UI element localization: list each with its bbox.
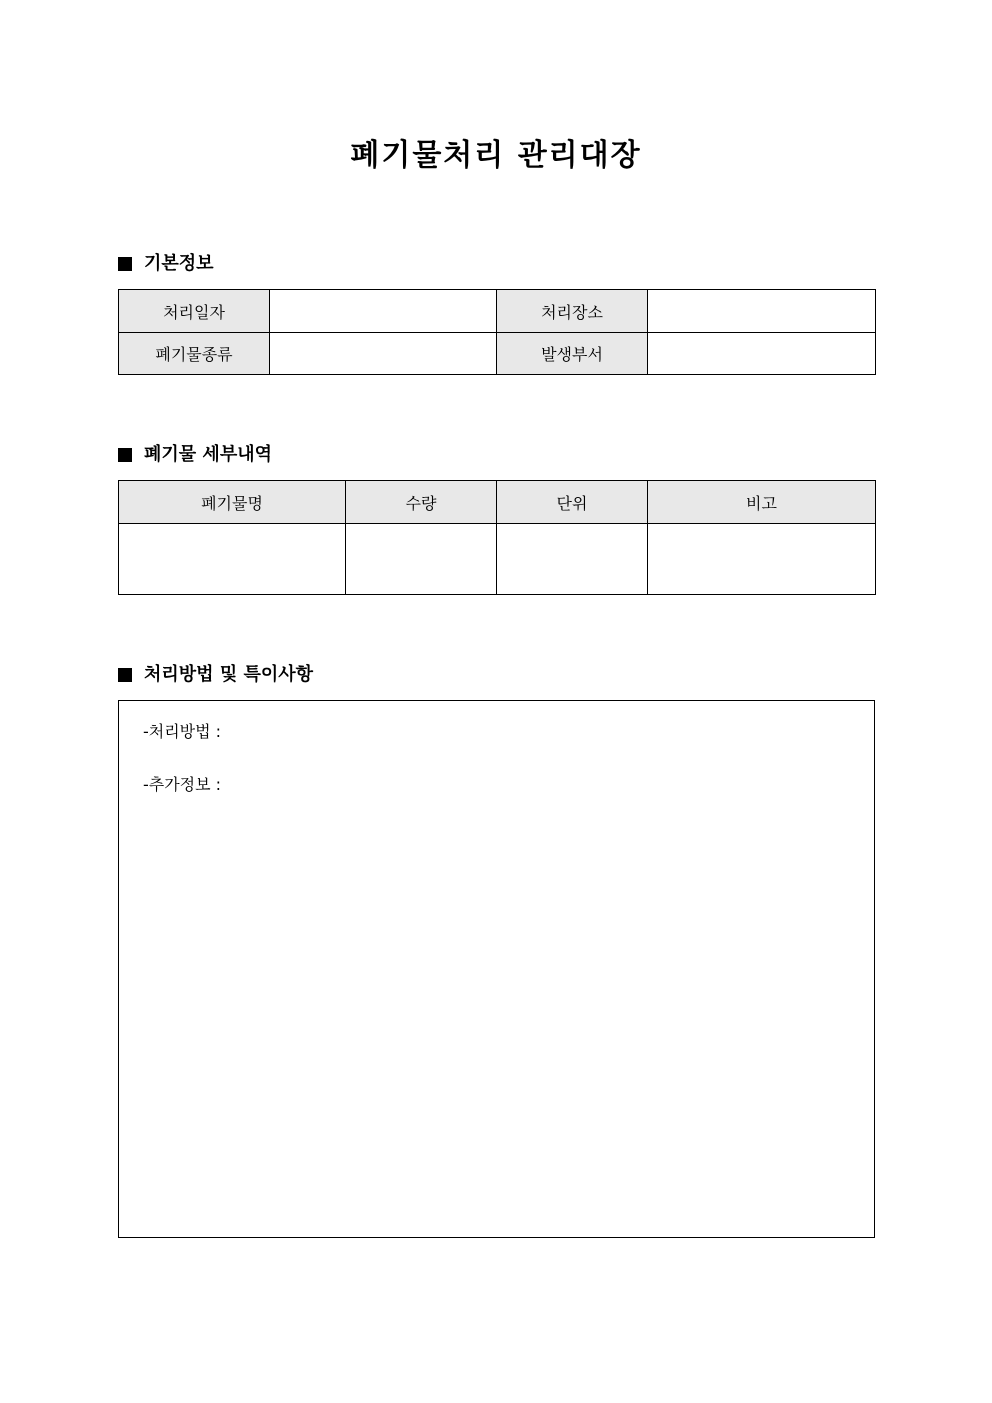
- waste-type-field[interactable]: [270, 333, 497, 375]
- label-originating-department: 발생부서: [497, 333, 648, 375]
- section-heading-text: 폐기물 세부내역: [144, 444, 272, 465]
- square-bullet-icon: [118, 257, 132, 271]
- unit-cell[interactable]: [497, 524, 648, 595]
- waste-name-cell[interactable]: [119, 524, 346, 595]
- basic-info-table: [118, 289, 876, 375]
- document-title: 폐기물처리 관리대장: [350, 138, 642, 173]
- note-label: -추가정보 :: [143, 775, 222, 794]
- column-header-quantity: 수량: [346, 481, 497, 524]
- square-bullet-icon: [118, 448, 132, 462]
- section-heading-text: 기본정보: [144, 253, 214, 274]
- table-row: [119, 290, 876, 333]
- notes-box[interactable]: [118, 700, 875, 1238]
- column-header-waste-name: 폐기물명: [119, 481, 346, 524]
- section-heading-basic-info: [118, 252, 214, 276]
- label-processing-location: 처리장소: [497, 290, 648, 333]
- processing-date-field[interactable]: [270, 290, 497, 333]
- square-bullet-icon: [118, 668, 132, 682]
- waste-details-table: [118, 480, 876, 595]
- section-heading-text: 처리방법 및 특이사항: [144, 664, 314, 685]
- quantity-cell[interactable]: [346, 524, 497, 595]
- label-waste-type: 폐기물종류: [119, 333, 270, 375]
- label-processing-date: 처리일자: [119, 290, 270, 333]
- section-heading-processing-method: [118, 663, 313, 687]
- table-header-row: [119, 481, 876, 524]
- table-row: [119, 524, 876, 595]
- note-line-processing-method: [143, 721, 221, 743]
- note-label: -처리방법 :: [143, 722, 222, 741]
- section-heading-waste-details: [118, 443, 272, 467]
- column-header-unit: 단위: [497, 481, 648, 524]
- remarks-cell[interactable]: [648, 524, 876, 595]
- processing-location-field[interactable]: [648, 290, 876, 333]
- note-line-additional-info: [143, 774, 221, 796]
- column-header-remarks: 비고: [648, 481, 876, 524]
- table-row: [119, 333, 876, 375]
- originating-department-field[interactable]: [648, 333, 876, 375]
